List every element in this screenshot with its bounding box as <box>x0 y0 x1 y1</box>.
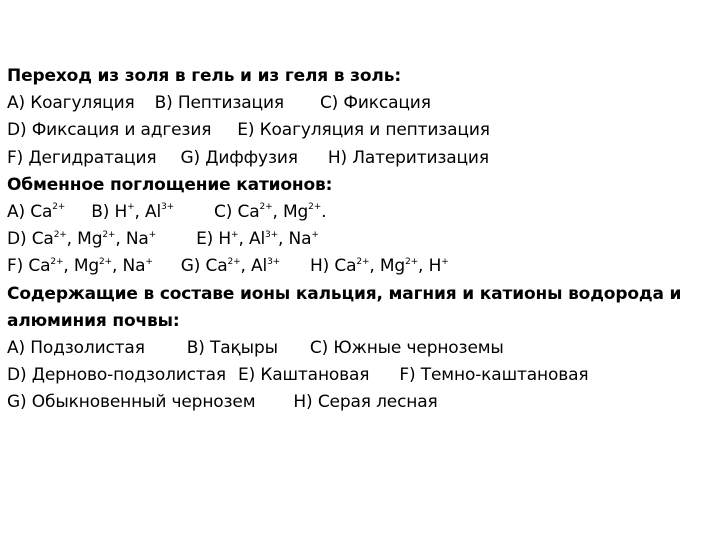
question-2-title: Обменное поглощение катионов: <box>7 174 333 195</box>
ion <box>249 229 278 249</box>
ion-charge: 2+ <box>52 202 66 213</box>
option-text: Коагуляция и пептизация <box>259 120 490 141</box>
option-letter: C) <box>309 338 329 359</box>
ion-separator: , <box>115 229 126 250</box>
option-letter: A) <box>7 93 25 114</box>
ion-option <box>196 229 319 249</box>
question-3-options-row-3 <box>7 389 719 416</box>
ion-separator: , <box>369 256 380 277</box>
option-suffix: . <box>321 202 327 223</box>
ion-symbol: Ca <box>205 256 228 277</box>
ion-symbol: Na <box>125 229 149 250</box>
ion-symbol: H <box>428 256 442 277</box>
option-letter: H) <box>310 256 335 277</box>
ion-symbol: Al <box>145 202 162 223</box>
ion <box>238 202 273 222</box>
option-letter: E) <box>237 365 256 386</box>
ion-separator: , <box>63 256 74 277</box>
ion <box>206 256 241 276</box>
option-text: Тақыры <box>210 338 278 359</box>
option-letter: F) <box>7 256 29 277</box>
option-letter: B) <box>91 202 115 223</box>
option-text: Серая лесная <box>317 392 438 413</box>
ion-charge: 3+ <box>267 256 281 267</box>
ion-symbol: H <box>218 229 232 250</box>
question-1-options-row-1 <box>7 90 719 117</box>
option-text: Латеритизация <box>352 147 489 168</box>
ion-charge: + <box>145 256 153 267</box>
option-text: Темно-каштановая <box>420 365 589 386</box>
ion <box>28 256 63 276</box>
ion-charge: + <box>231 229 239 240</box>
ion-option <box>310 256 449 276</box>
ion-charge: 3+ <box>265 229 278 240</box>
ion-separator: , <box>278 229 289 250</box>
question-1-options-row-3 <box>7 145 719 172</box>
ion-symbol: Al <box>251 256 268 277</box>
ion-symbol: Ca <box>31 229 54 250</box>
option-letter: D) <box>7 365 27 386</box>
ion-charge: + <box>441 256 449 267</box>
option-letter: B) <box>186 338 205 359</box>
option-letter: A) <box>7 338 25 359</box>
option-letter: C) <box>319 93 339 114</box>
ion-symbol: Al <box>248 229 266 250</box>
question-2-options-row-3 <box>7 253 719 280</box>
ion-charge: 2+ <box>308 202 322 213</box>
option-text: Дерново-подзолистая <box>31 365 226 386</box>
question-1-options-row-2 <box>7 117 719 144</box>
option-letter: E) <box>237 120 255 141</box>
option-letter: H) <box>293 392 313 413</box>
ion <box>114 202 134 222</box>
option-letter: G) <box>180 256 206 277</box>
ion-separator: , <box>134 202 145 223</box>
ion-option <box>7 229 156 249</box>
ion-separator: , <box>238 229 249 250</box>
ion <box>334 256 369 276</box>
ion-charge: 2+ <box>53 229 67 240</box>
option-letter: C) <box>214 202 238 223</box>
ion <box>30 202 65 222</box>
option-letter: F) <box>7 147 24 168</box>
ion-symbol: Ca <box>237 202 260 223</box>
ion-symbol: Ca <box>30 202 53 223</box>
option-text: Обыкновенный чернозем <box>31 392 256 413</box>
ion-charge: + <box>127 202 135 213</box>
ion-symbol: H <box>114 202 128 223</box>
ion-separator: , <box>66 229 78 250</box>
ion <box>77 229 115 249</box>
option-letter: G) <box>7 392 27 413</box>
option-text: Южные черноземы <box>333 338 504 359</box>
ion-option <box>7 256 153 276</box>
ion <box>218 229 238 249</box>
ion-symbol: Mg <box>77 229 103 250</box>
ion-charge: 2+ <box>259 202 273 213</box>
question-2-options-row-2 <box>7 226 719 253</box>
option-letter: E) <box>196 229 219 250</box>
ion-symbol: Mg <box>73 256 100 277</box>
ion <box>145 202 174 222</box>
ion-option <box>214 202 326 222</box>
ion-charge: 3+ <box>161 202 175 213</box>
ion-charge: 2+ <box>102 229 116 240</box>
ion <box>126 229 156 249</box>
ion-symbol: Ca <box>334 256 357 277</box>
question-3-title: Содержащие в составе ионы кальция, магния и катионы водорода и алюминия почвы: <box>7 283 682 331</box>
option-text: Диффузия <box>205 147 298 168</box>
ion-charge: 2+ <box>99 256 112 267</box>
option-letter: F) <box>399 365 416 386</box>
ion-separator: , <box>272 202 283 223</box>
test-document <box>7 63 719 417</box>
option-letter: D) <box>7 120 27 141</box>
ion-separator: , <box>240 256 252 277</box>
ion-symbol: Ca <box>28 256 51 277</box>
option-text: Фиксация и адгезия <box>31 120 212 141</box>
question-3-options-row-2 <box>7 362 719 389</box>
ion-charge: 2+ <box>227 256 241 267</box>
ion <box>251 256 280 276</box>
option-text: Подзолистая <box>30 338 145 359</box>
ion <box>283 202 321 222</box>
ion-separator: , <box>112 256 123 277</box>
ion-charge: + <box>148 229 157 240</box>
option-letter: H) <box>327 147 347 168</box>
option-text: Дегидратация <box>28 147 157 168</box>
option-text: Каштановая <box>260 365 370 386</box>
ion-option <box>7 202 65 222</box>
ion <box>123 256 153 276</box>
option-letter: G) <box>180 147 200 168</box>
ion <box>380 256 418 276</box>
ion-charge: + <box>311 229 319 240</box>
ion-charge: 2+ <box>405 256 419 267</box>
ion-symbol: Mg <box>282 202 309 223</box>
ion-symbol: Na <box>288 229 312 250</box>
ion-separator: , <box>418 256 429 277</box>
ion-option <box>91 202 174 222</box>
ion-charge: 2+ <box>356 256 370 267</box>
option-text: Коагуляция <box>30 93 135 114</box>
question-1-title: Переход из золя в гель и из геля в золь: <box>7 66 401 86</box>
ion-symbol: Mg <box>379 256 406 277</box>
ion <box>429 256 449 276</box>
question-2-options-row-1 <box>7 199 719 226</box>
ion-option <box>181 256 280 276</box>
ion <box>289 229 319 249</box>
option-letter: A) <box>7 202 31 223</box>
question-3-options-row-1 <box>7 335 719 362</box>
ion-charge: 2+ <box>50 256 64 267</box>
option-letter: D) <box>7 229 32 250</box>
ion-symbol: Na <box>122 256 146 277</box>
option-text: Фиксация <box>343 93 431 114</box>
option-letter: B) <box>154 93 173 114</box>
option-text: Пептизация <box>177 93 284 114</box>
ion <box>74 256 112 276</box>
ion <box>32 229 67 249</box>
